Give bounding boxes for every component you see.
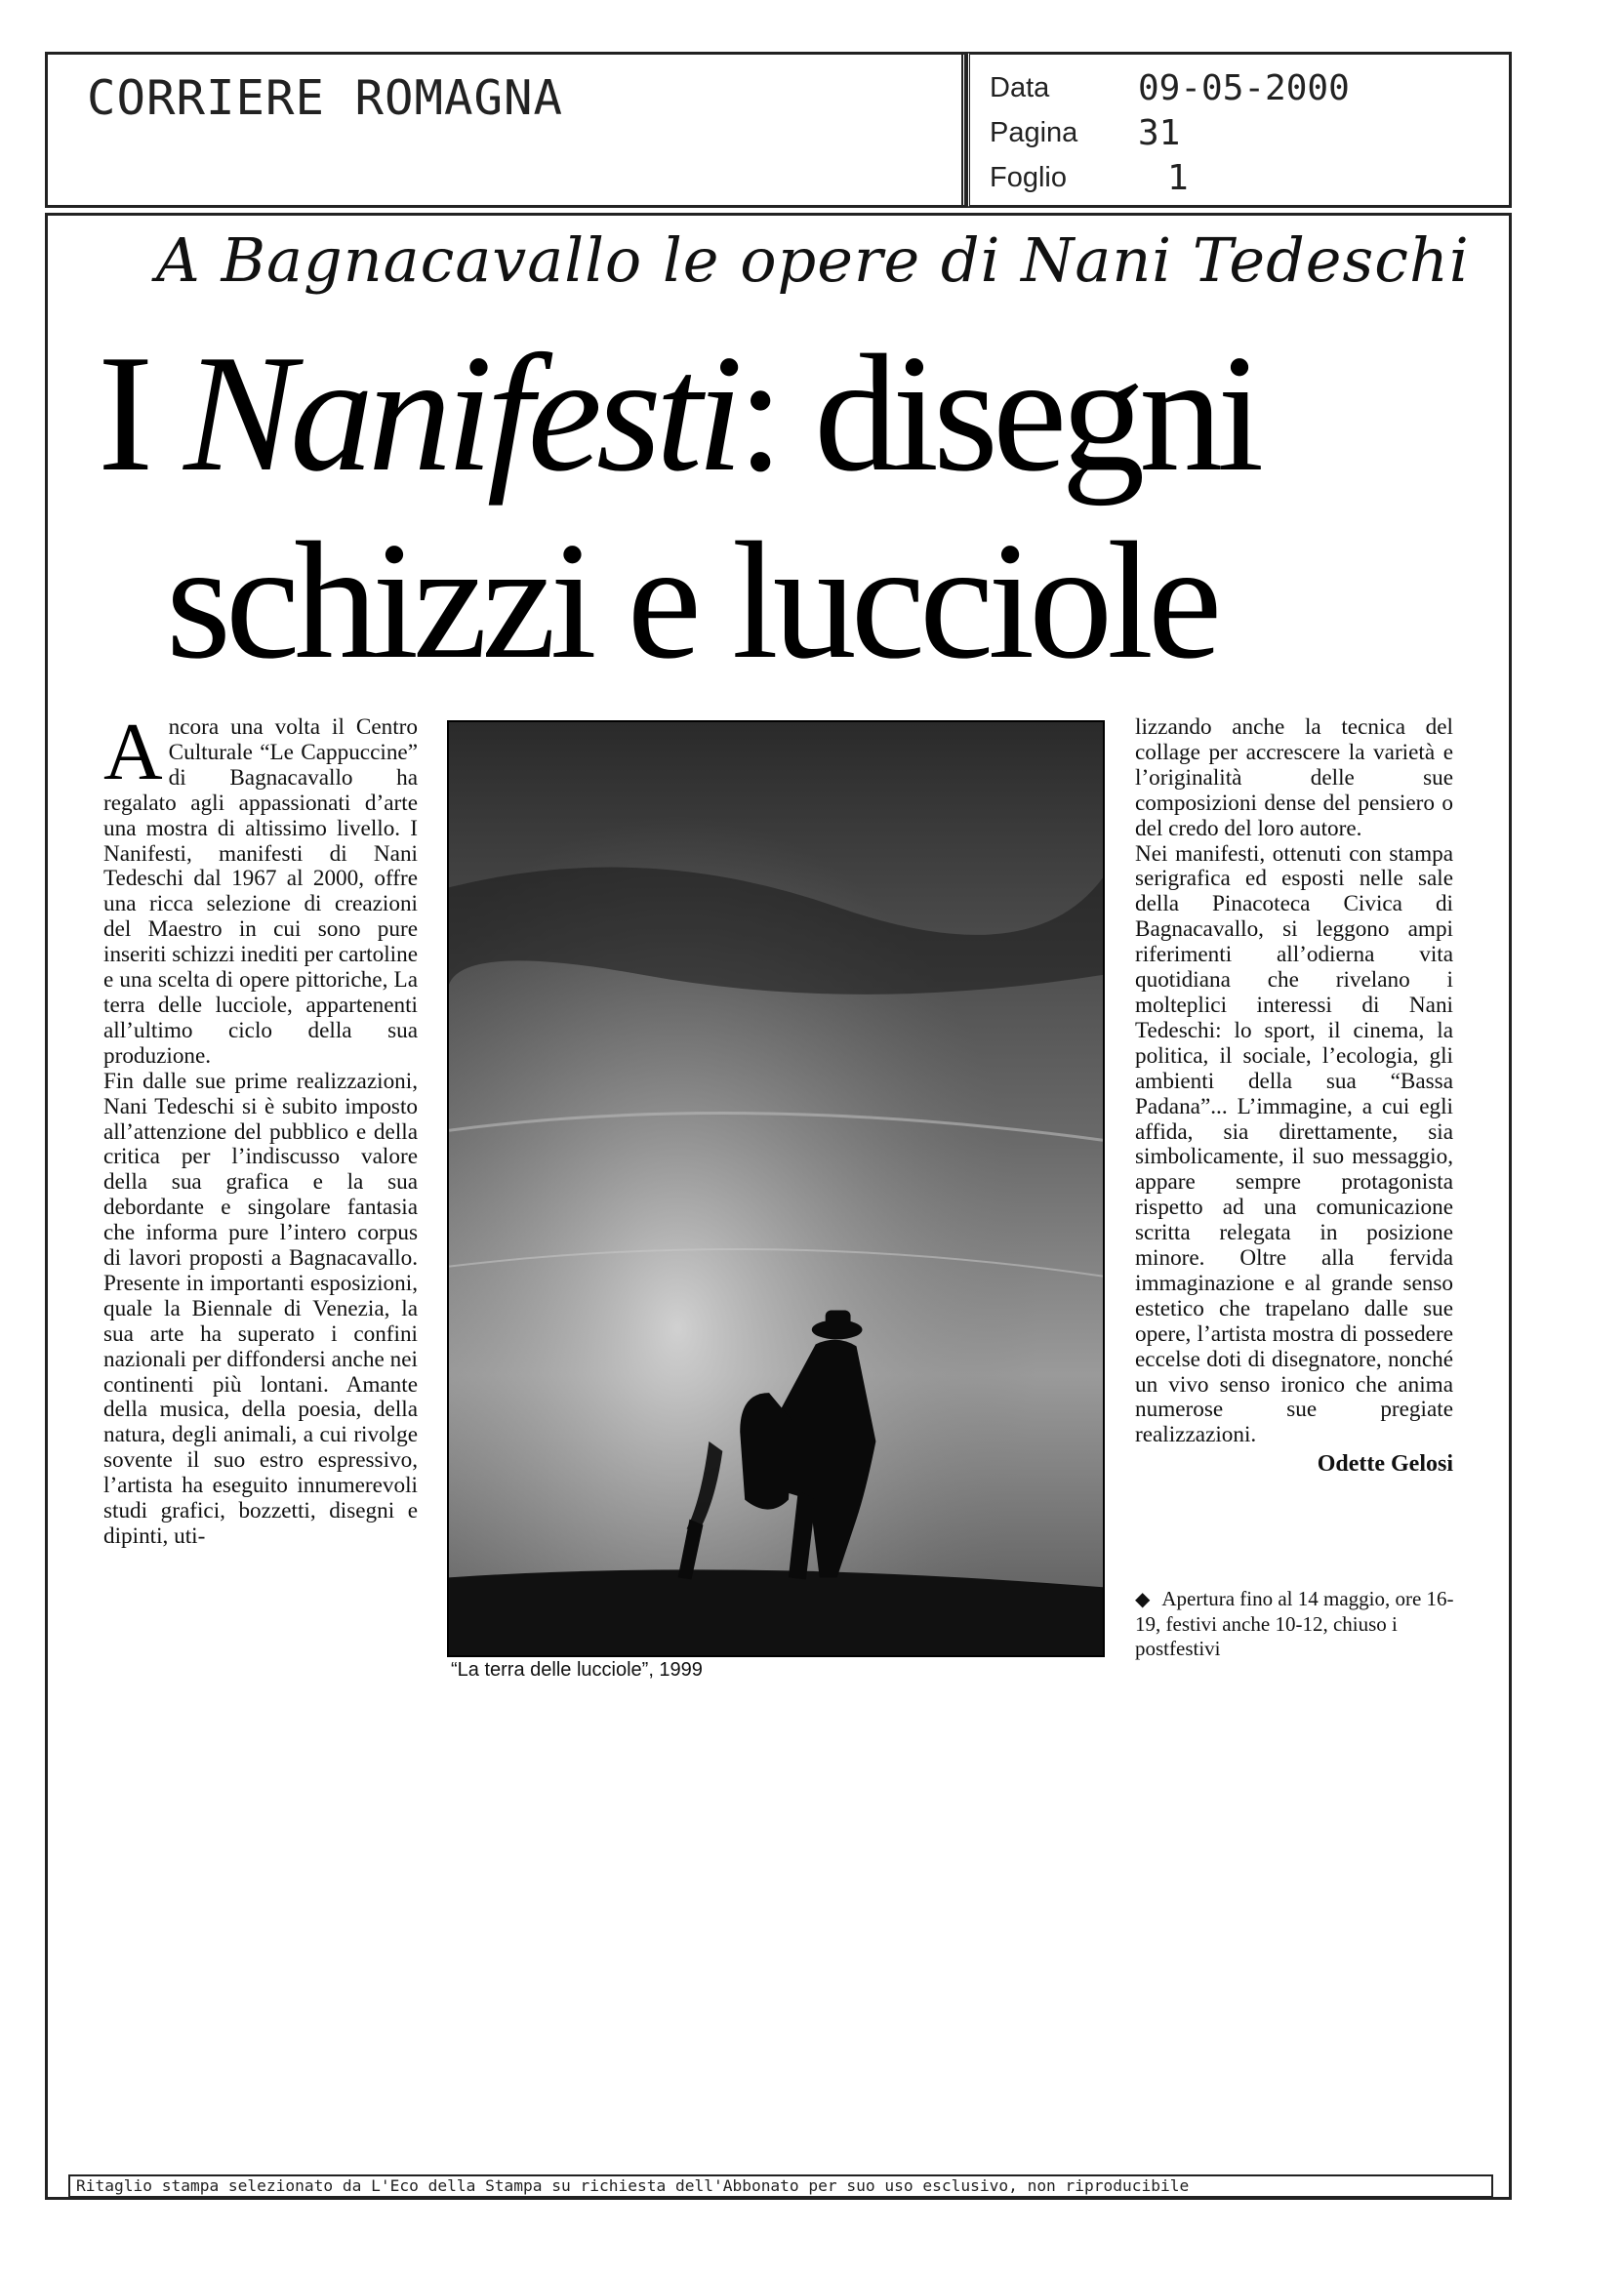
article-photo (447, 720, 1105, 1657)
right-paragraph-2: Nei manifesti, ottenuti con stampa serigrafica ed esposti nelle sale della Pinacoteca Civica di Bagnacavallo, si leggono ampi riferimenti all’odierna vita quotidiana che rivelano i molteplici interessi di Nani Tedeschi: lo sport, il cinema, la politica, il sociale, l’ecologia, gli ambienti della sua “Bassa Padana”... L’immagine, a cui egli affida, sia direttamente, sia simbolicamente, il suo messaggio, appare sempre protagonista rispetto ad una comunicazione scritta relegata in posizione minore. Oltre alla fervida immaginazione e al grande senso estetico che trapelano dalle sue opere, l’artista mostra di possedere eccelse doti di disegnatore, nonché un vivo senso ironico che anima numerose sue pregiate realizzazioni. (1135, 840, 1453, 1448)
newspaper-name: CORRIERE ROMAGNA (87, 70, 564, 126)
date-row (990, 68, 1497, 108)
sheet-value: 1 (1167, 158, 1189, 198)
date-label: Data (990, 72, 1050, 103)
sheet-row (990, 158, 1497, 198)
clipping-footer: Ritaglio stampa selezionato da L'Eco della Stampa su richiesta dell'Abbonato per suo uso esclusivo, non riproducibile (68, 2174, 1493, 2198)
left-column (103, 707, 418, 1550)
right-column (1135, 715, 1453, 1478)
drop-cap: A (103, 707, 163, 797)
date-value: 09-05-2000 (1138, 68, 1350, 108)
byline: Odette Gelosi (1317, 1451, 1453, 1478)
headline-suffix: : disegni (737, 321, 1259, 507)
sheet-label: Foglio (990, 162, 1067, 193)
masthead-box (45, 52, 967, 208)
left-paragraph-1: ncora una volta il Centro Culturale “Le Cappuccine” di Bagnacavallo ha regalato agli appassionati d’arte una mostra di altissimo livello. I Nanifesti, manifesti di Nani Tedeschi dal 1967 al 2000, offre una ricca selezione di creazioni del Maestro in cui sono pure inseriti schizzi inediti per cartoline e una scelta di opere pittoriche, La terra delle lucciole, appartenenti all’ultimo ciclo della sua produzione. (103, 714, 418, 1069)
headline-italic-word: Nanifesti (183, 321, 738, 507)
headline-prefix: I (98, 321, 184, 507)
photo-illustration (449, 722, 1103, 1655)
left-paragraph-2: Fin dalle sue prime realizzazioni, Nani Tedeschi si è subito imposto all’attenzione del pubblico e della critica per l’indiscusso valore della sua grafica e la sua debordante e singolare fantasia che informa pure l’intero corpus di lavori proposti a Bagnacavallo. Presente in importanti esposizioni, quale la Biennale di Venezia, la sua arte ha superato i confini nazionali per diffondersi anche nei continenti più lontani. Amante della musica, della poesia, della natura, degli animali, a cui rivolge sovente il suo estro espressivo, l’artista ha eseguito innumerevoli studi grafici, bozzetti, disegni e dipinti, uti- (103, 1068, 418, 1549)
diamond-bullet-icon: ◆ (1135, 1589, 1151, 1610)
exhibition-note-text: Apertura fino al 14 maggio, ore 16-19, festivi anche 10-12, chiuso i postfestivi (1135, 1587, 1454, 1660)
right-paragraph-1: lizzando anche la tecnica del collage per accrescere la varietà e l’originalità delle sue composizioni dense del pensiero o del credo del loro autore. (1135, 714, 1453, 841)
metadata-box (967, 52, 1512, 208)
headline-line-1 (98, 321, 1503, 507)
page-label: Pagina (990, 117, 1078, 148)
page-value: 31 (1138, 113, 1181, 153)
photo-caption: “La terra delle lucciole”, 1999 (451, 1659, 703, 1681)
page-row (990, 113, 1497, 153)
headline-line-2: schizzi e lucciole (166, 508, 1217, 694)
article-kicker: A Bagnacavallo le opere di Nani Tedeschi (156, 224, 1470, 296)
exhibition-note (1135, 1587, 1457, 1661)
